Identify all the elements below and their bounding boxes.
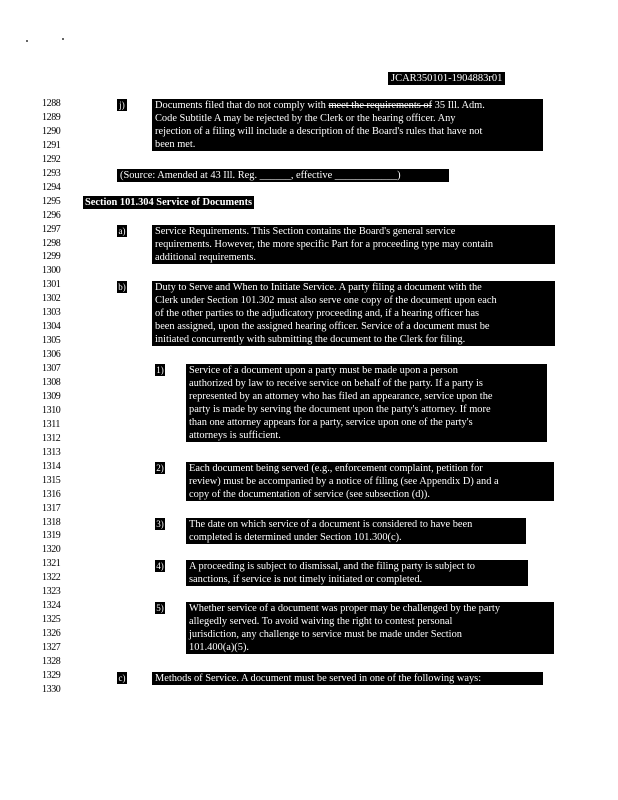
line-number: 1304	[42, 321, 61, 333]
text-line: Clerk under Section 101.302 must also serve one copy of the document upon each	[155, 295, 497, 306]
line-number: 1322	[42, 572, 61, 584]
line-number: 1313	[42, 446, 61, 458]
subsection-2-label: 2)	[156, 463, 164, 473]
line-number: 1317	[42, 502, 61, 514]
scan-speck	[26, 40, 28, 42]
line-number: 1321	[42, 558, 61, 570]
text-line: sanctions, if service is not timely initiated or completed.	[189, 574, 423, 585]
line-number: 1314	[42, 460, 61, 472]
line-number: 1292	[42, 153, 61, 165]
line-number: 1295	[42, 195, 61, 207]
text-line: allegedly served. To avoid waiving the right to contest personal	[189, 616, 453, 627]
subsection-4-text	[186, 560, 528, 586]
text-line: copy of the documentation of service (see subsection (d)).	[189, 489, 430, 500]
text-line: Methods of Service. A document must be served in one of the following ways:	[155, 673, 482, 684]
paragraph-j-label: j)	[117, 99, 127, 111]
line-number: 1299	[42, 251, 61, 263]
line-number: 1302	[42, 293, 61, 305]
line-number: 1289	[42, 111, 61, 123]
subsection-3-text	[186, 518, 526, 544]
line-number: 1290	[42, 125, 61, 137]
line-number: 1306	[42, 349, 61, 361]
line-number: 1318	[42, 516, 61, 528]
struck-text: meet the requirements of	[328, 100, 433, 111]
line-number: 1298	[42, 237, 61, 249]
paragraph-j-line-1: Documents filed that do not comply with meet the requirements of 35 Ill. Adm.	[155, 100, 485, 111]
line-number: 1305	[42, 335, 61, 347]
paragraph-c-label: c)	[118, 673, 126, 683]
text-line: jurisdiction, any challenge to service must be made under Section	[189, 629, 462, 640]
subsection-1-text	[186, 364, 547, 442]
line-number: 1296	[42, 209, 61, 221]
line-number: 1327	[42, 642, 61, 654]
line-number: 1300	[42, 265, 61, 277]
line-number: 1308	[42, 377, 61, 388]
line-number: 1311	[42, 418, 61, 430]
line-number: 1329	[42, 669, 61, 681]
subsection-5-label: 5)	[156, 603, 164, 613]
line-number: 1301	[42, 279, 61, 291]
text-line: been met.	[155, 139, 196, 150]
document-id-header: JCAR350101-1904883r01	[388, 72, 505, 85]
line-number: 1309	[42, 390, 61, 402]
line-number: 1303	[42, 307, 61, 319]
text-line: review) must be accompanied by a notice of filing (see Appendix D) and a	[189, 476, 499, 487]
line-number: 1297	[42, 223, 61, 235]
line-number: 1328	[42, 656, 61, 667]
line-number: 1319	[42, 530, 61, 542]
line-number: 1288	[42, 98, 61, 109]
line-number: 1293	[42, 167, 61, 179]
text-line: additional requirements.	[155, 252, 256, 263]
text-line: Each document being served (e.g., enforcement complaint, petition for	[189, 463, 483, 474]
section-title: Section 101.304 Service of Documents	[85, 197, 253, 208]
line-number: 1326	[42, 628, 61, 640]
paragraph-a-text	[152, 225, 555, 264]
text-line: Service Requirements. This Section contains the Board's general service	[155, 226, 456, 237]
scan-speck	[62, 38, 64, 40]
text-line: completed is determined under Section 101.300(c).	[189, 532, 402, 543]
line-number: 1320	[42, 544, 61, 556]
line-number: 1330	[42, 683, 61, 695]
text-line: Service of a document upon a party must be made upon a person	[189, 365, 458, 376]
subsection-5-text	[186, 602, 554, 654]
text-line: rejection of a filing will include a description of the Board's rules that have not	[155, 126, 483, 137]
paragraph-b-text	[152, 281, 555, 346]
line-number: 1323	[42, 586, 61, 598]
text-line: authorized by law to receive service on behalf of the party. If a party is	[189, 378, 483, 389]
source-note: (Source: Amended at 43 Ill. Reg. ______, effective ____________)	[117, 169, 449, 182]
text-line: The date on which service of a document is considered to have been	[189, 519, 473, 530]
text-line: of the other parties to the adjudicatory proceeding and, if a hearing officer has	[155, 308, 480, 319]
line-number: 1315	[42, 474, 61, 486]
text-line: been assigned, upon the assigned hearing officer. Service of a document must be	[155, 321, 490, 332]
text-line: Code Subtitle A may be rejected by the Clerk or the hearing officer. Any	[155, 113, 456, 124]
line-number: 1316	[42, 488, 61, 500]
subsection-1-label: 1)	[156, 365, 164, 375]
line-number: 1294	[42, 181, 61, 193]
paragraph-j-text	[152, 99, 543, 151]
text-line: than one attorney appears for a party, service upon one of the party's	[189, 417, 473, 428]
text-line: requirements. However, the more specific Part for a proceeding type may contain	[155, 239, 494, 250]
line-number: 1310	[42, 404, 61, 416]
subsection-4-label: 4)	[156, 561, 164, 571]
text-line: attorneys is sufficient.	[189, 430, 281, 441]
line-number: 1291	[42, 139, 61, 151]
subsection-3-label: 3)	[156, 519, 164, 529]
text-line: 101.400(a)(5).	[189, 642, 250, 653]
line-number: 1312	[42, 432, 61, 444]
line-number: 1324	[42, 600, 61, 612]
text-line: Whether service of a document was proper may be challenged by the party	[189, 603, 501, 614]
line-number: 1307	[42, 363, 61, 375]
text-line: represented by an attorney who has filed an appearance, service upon the	[189, 391, 493, 402]
paragraph-c-text	[152, 672, 543, 685]
paragraph-a-label: a)	[118, 226, 126, 236]
text-line: party is made by serving the document upon the party's attorney. If more	[189, 404, 491, 415]
line-number: 1325	[42, 614, 61, 626]
text-line: A proceeding is subject to dismissal, and the filing party is subject to	[189, 561, 475, 572]
subsection-2-text	[186, 462, 554, 501]
paragraph-b-label: b)	[118, 282, 126, 292]
text-line: initiated concurrently with submitting the document to the Clerk for filing.	[155, 334, 466, 345]
text-line: Duty to Serve and When to Initiate Service. A party filing a document with the	[155, 282, 482, 293]
